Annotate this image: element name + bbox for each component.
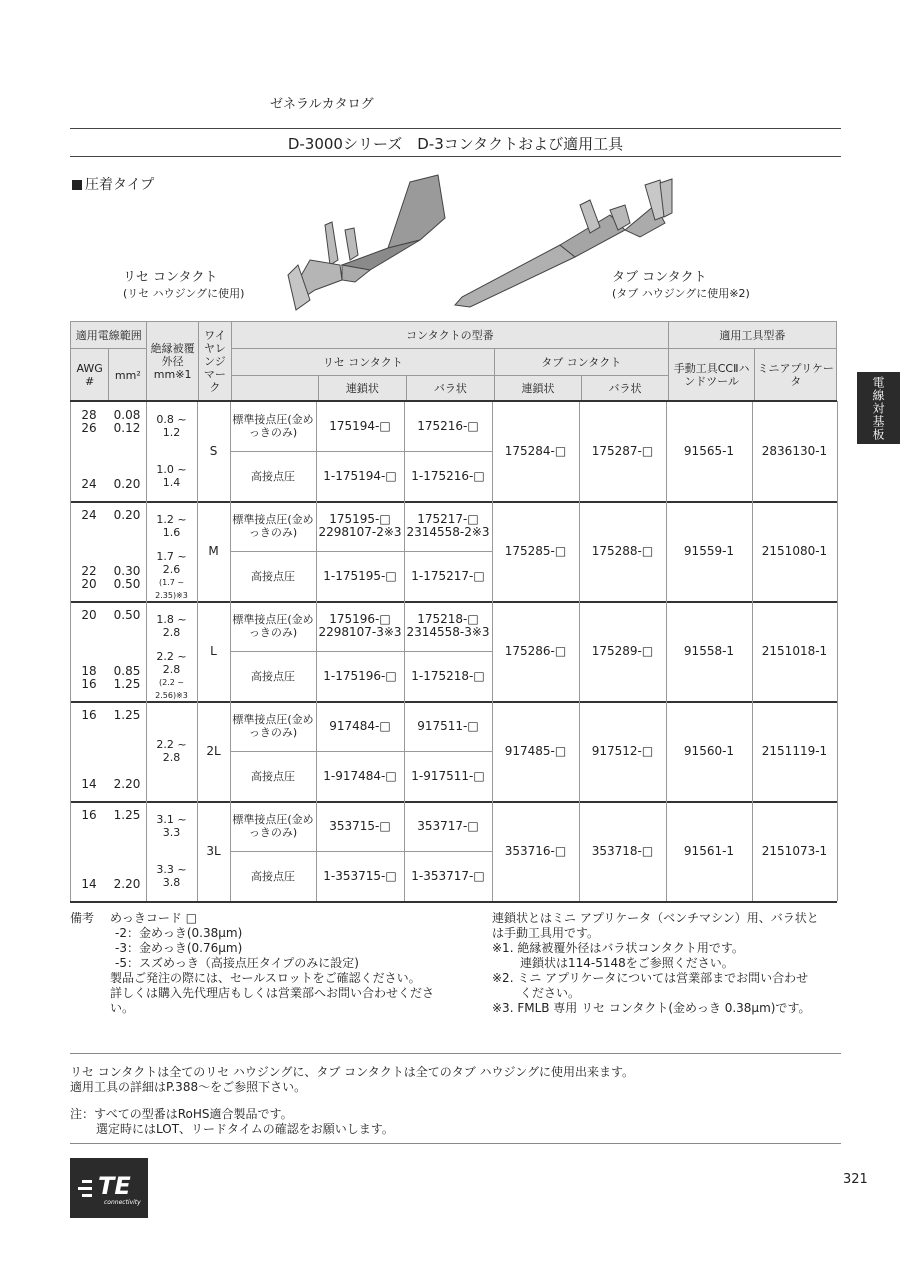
stack-value: 2.20 — [113, 777, 141, 791]
footer-usage: リセ コンタクトは全てのリセ ハウジングに、タブ コンタクトは全てのタブ ハウジングに使用出来ます。 適用工具の詳細はP.388～をご参照下さい。 — [70, 1065, 635, 1094]
table-rule — [70, 401, 71, 501]
rece-std-chain — [316, 401, 404, 451]
note-line: 連鎖状とはミニ アプリケータ（ベンチマシン）用、バラ状と — [492, 911, 819, 925]
table-rule — [579, 601, 580, 701]
rece-std-loose — [404, 701, 492, 751]
wire-mark: S — [209, 443, 218, 458]
table-rule — [70, 801, 71, 901]
rece-std-loose — [404, 601, 492, 651]
section-heading: 圧着タイプ — [72, 174, 154, 194]
header-tool-no: 適用工具型番 — [668, 322, 836, 349]
type-high: 高接点圧 — [251, 469, 295, 483]
table-rule — [837, 801, 838, 901]
stack-value: 0.30 — [113, 564, 141, 578]
wire-mark: M — [208, 543, 219, 558]
page-title: D-3000シリーズ D-3コンタクトおよび適用工具 — [287, 135, 624, 153]
insulation-value: 3.3 ~ 3.8 — [156, 863, 187, 889]
part-number: 2298107-3※3 — [318, 625, 402, 639]
table-rule — [146, 701, 147, 801]
rece-high-chain: 1-175195-□ — [323, 568, 397, 583]
table-rule — [404, 501, 405, 601]
tab-loose: 917512-□ — [591, 743, 654, 758]
rece-high-loose: 1-353717-□ — [411, 868, 485, 883]
rece-high-chain: 1-175194-□ — [323, 468, 397, 483]
rece-std-loose — [404, 401, 492, 451]
table-rule — [666, 601, 667, 701]
table-rule — [837, 501, 838, 601]
table-rule — [666, 701, 667, 801]
insulation-top: 1.8 ~ 2.8 — [156, 613, 187, 639]
table-rule — [230, 851, 492, 852]
note-line: は手動工具用です。 — [492, 926, 600, 940]
table-rule — [666, 801, 667, 901]
table-rule — [492, 801, 493, 901]
hand-tool: 91561-1 — [683, 843, 735, 858]
table-rule — [752, 401, 753, 501]
wire-mark: 3L — [206, 843, 221, 858]
rece-std-chain — [316, 601, 404, 651]
insulation-value: 1.7 ~ 2.6 — [156, 550, 187, 576]
stack-value: 28 — [81, 408, 97, 422]
table-rule — [579, 801, 580, 901]
stack-value: 14 — [81, 777, 97, 791]
part-number: 175216-□ — [417, 418, 479, 433]
tab-chain: 175285-□ — [504, 543, 567, 558]
note-line: い。 — [110, 1001, 135, 1015]
tab-chain: 917485-□ — [504, 743, 567, 758]
stack-value: 1.25 — [113, 808, 141, 822]
table-rule — [230, 551, 492, 552]
note-line: 製品ご発注の際には、セールスロットをご確認ください。 — [110, 971, 421, 985]
part-number: 175194-□ — [329, 418, 391, 433]
tab-loose: 175289-□ — [591, 643, 654, 658]
rece-high-chain: 1-917484-□ — [323, 768, 397, 783]
note-line: ※2. ミニ アプリケータについては営業部までお問い合わせ — [492, 971, 809, 985]
table-rule — [197, 801, 198, 901]
rece-high-chain: 1-175196-□ — [323, 668, 397, 683]
table-rule — [837, 601, 838, 701]
header-type-blank — [232, 376, 319, 402]
table-rule — [666, 401, 667, 501]
insulation-bottom — [146, 551, 197, 601]
notes-left — [70, 911, 434, 1016]
table-rule — [579, 701, 580, 801]
table-rule — [492, 501, 493, 601]
note-line: めっきコード □ — [110, 911, 198, 925]
table-rule — [230, 451, 492, 452]
tab-loose: 175288-□ — [591, 543, 654, 558]
table-rule — [837, 701, 838, 801]
stack-value: 0.20 — [113, 508, 141, 522]
hand-tool: 91559-1 — [683, 543, 735, 558]
rece-std-chain — [316, 701, 404, 751]
table-rule — [197, 401, 198, 501]
mm2-cell — [108, 409, 146, 491]
table-rule — [492, 601, 493, 701]
table-rule — [230, 751, 492, 752]
wire-mark: 2L — [206, 743, 221, 758]
table-rule — [230, 701, 231, 801]
table-rule — [492, 701, 493, 801]
part-number: 917511-□ — [417, 718, 479, 733]
type-std: 標準接点圧(金めっきのみ) — [232, 713, 314, 739]
hand-tool: 91560-1 — [683, 743, 735, 758]
header-tab-chain: 連鎖状 — [494, 376, 582, 402]
insulation-sub: (1.7 ~ 2.35)※3 — [155, 578, 188, 600]
table-rule — [70, 400, 837, 402]
table-rule — [70, 601, 71, 701]
part-number: 917484-□ — [329, 718, 391, 733]
part-number: 175218-□ — [417, 612, 479, 626]
part-number: 353715-□ — [329, 818, 391, 833]
logo-sub: connectivity — [104, 1199, 141, 1206]
stack-value: 22 — [81, 564, 97, 578]
mm2-cell — [108, 509, 146, 591]
table-rule — [492, 401, 493, 501]
table-rule — [197, 701, 198, 801]
hand-tool: 91565-1 — [683, 443, 735, 458]
note-line: 連鎖状は114-5148をご参照ください。 — [520, 956, 734, 970]
table-rule — [197, 501, 198, 601]
table-rule — [404, 801, 405, 901]
header-hand-tool: 手動工具CCⅡハンドツール — [668, 349, 755, 402]
stack-value: 2.20 — [113, 877, 141, 891]
header-contact-no: コンタクトの型番 — [232, 322, 669, 349]
stack-value: 14 — [81, 877, 97, 891]
receptacle-contact-image — [270, 170, 450, 315]
part-number: 2298107-2※3 — [318, 525, 402, 539]
hand-tool: 91558-1 — [683, 643, 735, 658]
insulation-bottom — [146, 651, 197, 701]
note-line: 詳しくは購入先代理店もしくは営業部へお問い合わせくださ — [110, 986, 435, 1000]
stack-value: 16 — [81, 677, 97, 691]
note-line: ※1. 絶縁被覆外径はバラ状コンタクト用です。 — [492, 941, 744, 955]
header-rece: リセ コンタクト — [232, 349, 495, 376]
table-rule — [70, 701, 71, 801]
rece-std-loose — [404, 501, 492, 551]
logo-mark: TE — [98, 1172, 131, 1200]
part-number: 175195-□ — [329, 512, 391, 526]
type-high: 高接点圧 — [251, 769, 295, 783]
type-std: 標準接点圧(金めっきのみ) — [232, 613, 314, 639]
header-rule-top — [70, 128, 841, 129]
header-rece-loose: バラ状 — [407, 376, 495, 402]
stack-value: 18 — [81, 664, 97, 678]
insulation-top: 1.2 ~ 1.6 — [156, 513, 187, 539]
insulation-value: 2.2 ~ 2.8 — [156, 650, 187, 676]
note-line: -5：スズめっき（高接点圧タイプのみに設定) — [115, 956, 359, 970]
square-bullet-icon — [72, 180, 82, 190]
mm2-cell — [108, 609, 146, 691]
stack-value: 16 — [81, 708, 97, 722]
awg-cell — [70, 409, 108, 491]
type-high: 高接点圧 — [251, 569, 295, 583]
stack-value: 26 — [81, 421, 97, 435]
stack-value: 20 — [81, 608, 97, 622]
footer-rule-top — [70, 1053, 841, 1054]
header-mm2: mm² — [109, 349, 147, 402]
tab-contact-label: タブ コンタクト (タブ ハウジングに使用※2) — [612, 270, 750, 300]
part-number: 2314558-2※3 — [406, 525, 490, 539]
rece-high-chain: 1-353715-□ — [323, 868, 397, 883]
mini-applicator: 2151018-1 — [761, 643, 828, 658]
part-number: 175217-□ — [417, 512, 479, 526]
mm2-cell — [108, 809, 146, 891]
footer-rule-bottom — [70, 1143, 841, 1144]
receptacle-contact-label: リセ コンタクト (リセ ハウジングに使用) — [123, 270, 245, 300]
type-std: 標準接点圧(金めっきのみ) — [232, 513, 314, 539]
rece-std-chain — [316, 501, 404, 551]
part-number: 353717-□ — [417, 818, 479, 833]
table-rule — [146, 501, 147, 601]
table-rule — [316, 501, 317, 601]
note-line: -2：金めっき(0.38μm) — [115, 926, 243, 940]
table-rule — [197, 601, 198, 701]
table-rule — [837, 401, 838, 501]
tab-loose: 175287-□ — [591, 443, 654, 458]
header-tab-loose: バラ状 — [582, 376, 669, 402]
rece-high-loose: 1-175217-□ — [411, 568, 485, 583]
table-rule — [404, 401, 405, 501]
table-rule — [70, 501, 71, 601]
part-number: 175196-□ — [329, 612, 391, 626]
insulation-bottom — [146, 851, 197, 901]
table-rule — [579, 401, 580, 501]
table-rule — [752, 501, 753, 601]
tab-chain: 175284-□ — [504, 443, 567, 458]
header-mini-app: ミニアプリケータ — [755, 349, 837, 402]
part-number: 2314558-3※3 — [406, 625, 490, 639]
insulation-top: 0.8 ~ 1.2 — [156, 413, 187, 439]
table-rule — [230, 401, 231, 501]
rece-std-chain — [316, 801, 404, 851]
table-rule — [230, 601, 231, 701]
insulation-sub: (2.2 ~ 2.56)※3 — [155, 678, 188, 700]
table-rule — [579, 501, 580, 601]
awg-cell — [70, 609, 108, 691]
table-rule — [230, 651, 492, 652]
table-rule — [404, 601, 405, 701]
header-wire-range: 適用電線範囲 — [71, 322, 147, 349]
table-rule — [146, 401, 147, 501]
rece-high-loose: 1-175216-□ — [411, 468, 485, 483]
stack-value: 0.50 — [113, 577, 141, 591]
stack-value: 0.50 — [113, 608, 141, 622]
stack-value: 1.25 — [113, 677, 141, 691]
stack-value: 16 — [81, 808, 97, 822]
header-tab: タブ コンタクト — [494, 349, 668, 376]
mini-applicator: 2151119-1 — [761, 743, 828, 758]
note-line: -3：金めっき(0.76μm) — [115, 941, 243, 955]
page-number: 321 — [843, 1172, 868, 1187]
contact-spec-table — [70, 321, 837, 402]
table-rule — [666, 501, 667, 601]
rece-std-loose — [404, 801, 492, 851]
stack-value: 24 — [81, 477, 97, 491]
type-std: 標準接点圧(金めっきのみ) — [232, 413, 314, 439]
table-rule — [316, 401, 317, 501]
table-rule — [404, 701, 405, 801]
notes-right — [492, 911, 842, 1016]
header-insulation: 絶縁被覆外径mm※1 — [147, 322, 198, 402]
table-rule — [146, 801, 147, 901]
awg-cell — [70, 509, 108, 591]
note-line: ※3. FMLB 専用 リセ コンタクト(金めっき 0.38μm)です。 — [492, 1001, 811, 1015]
mini-applicator: 2836130-1 — [761, 443, 828, 458]
type-high: 高接点圧 — [251, 869, 295, 883]
stack-value: 0.12 — [113, 421, 141, 435]
table-rule — [316, 601, 317, 701]
header-rule-bottom — [70, 156, 841, 157]
stack-value: 0.08 — [113, 408, 141, 422]
awg-cell — [70, 809, 108, 891]
notes-label: 備考 — [70, 911, 95, 925]
tab-chain: 175286-□ — [504, 643, 567, 658]
tab-loose: 353718-□ — [591, 843, 654, 858]
stack-value: 20 — [81, 577, 97, 591]
stack-value: 24 — [81, 508, 97, 522]
mm2-cell — [108, 709, 146, 791]
insulation-cell: 2.2 ~ 2.8 — [156, 738, 187, 764]
table-rule — [752, 601, 753, 701]
rece-high-loose: 1-175218-□ — [411, 668, 485, 683]
table-rule — [146, 601, 147, 701]
insulation-bottom — [146, 451, 197, 501]
stack-value: 0.20 — [113, 477, 141, 491]
table-rule — [316, 801, 317, 901]
insulation-value: 1.0 ~ 1.4 — [156, 463, 187, 489]
mini-applicator: 2151073-1 — [761, 843, 828, 858]
table-rule — [316, 701, 317, 801]
table-rule — [230, 501, 231, 601]
table-rule — [230, 801, 231, 901]
side-tab-wire-to-board[interactable]: 電線対基板 — [857, 372, 900, 444]
header-wire-mark: ワイヤレンジマーク — [198, 322, 231, 402]
catalog-name: ゼネラルカタログ — [270, 97, 374, 112]
header-awg: AWG # — [71, 349, 109, 402]
wire-mark: L — [210, 643, 217, 658]
rece-high-loose: 1-917511-□ — [411, 768, 485, 783]
note-line: ください。 — [520, 986, 581, 1000]
te-logo — [70, 1158, 148, 1218]
awg-cell — [70, 709, 108, 791]
header-rece-chain: 連鎖状 — [318, 376, 407, 402]
table-rule — [752, 701, 753, 801]
stack-value: 1.25 — [113, 708, 141, 722]
table-rule — [70, 901, 837, 903]
tab-chain: 353716-□ — [504, 843, 567, 858]
footer-note: 注：すべての型番はRoHS適合製品です。 選定時にはLOT、リードタイムの確認をお願いします。 — [70, 1107, 394, 1136]
insulation-top: 3.1 ~ 3.3 — [156, 813, 187, 839]
type-high: 高接点圧 — [251, 669, 295, 683]
mini-applicator: 2151080-1 — [761, 543, 828, 558]
stack-value: 0.85 — [113, 664, 141, 678]
type-std: 標準接点圧(金めっきのみ) — [232, 813, 314, 839]
table-rule — [752, 801, 753, 901]
